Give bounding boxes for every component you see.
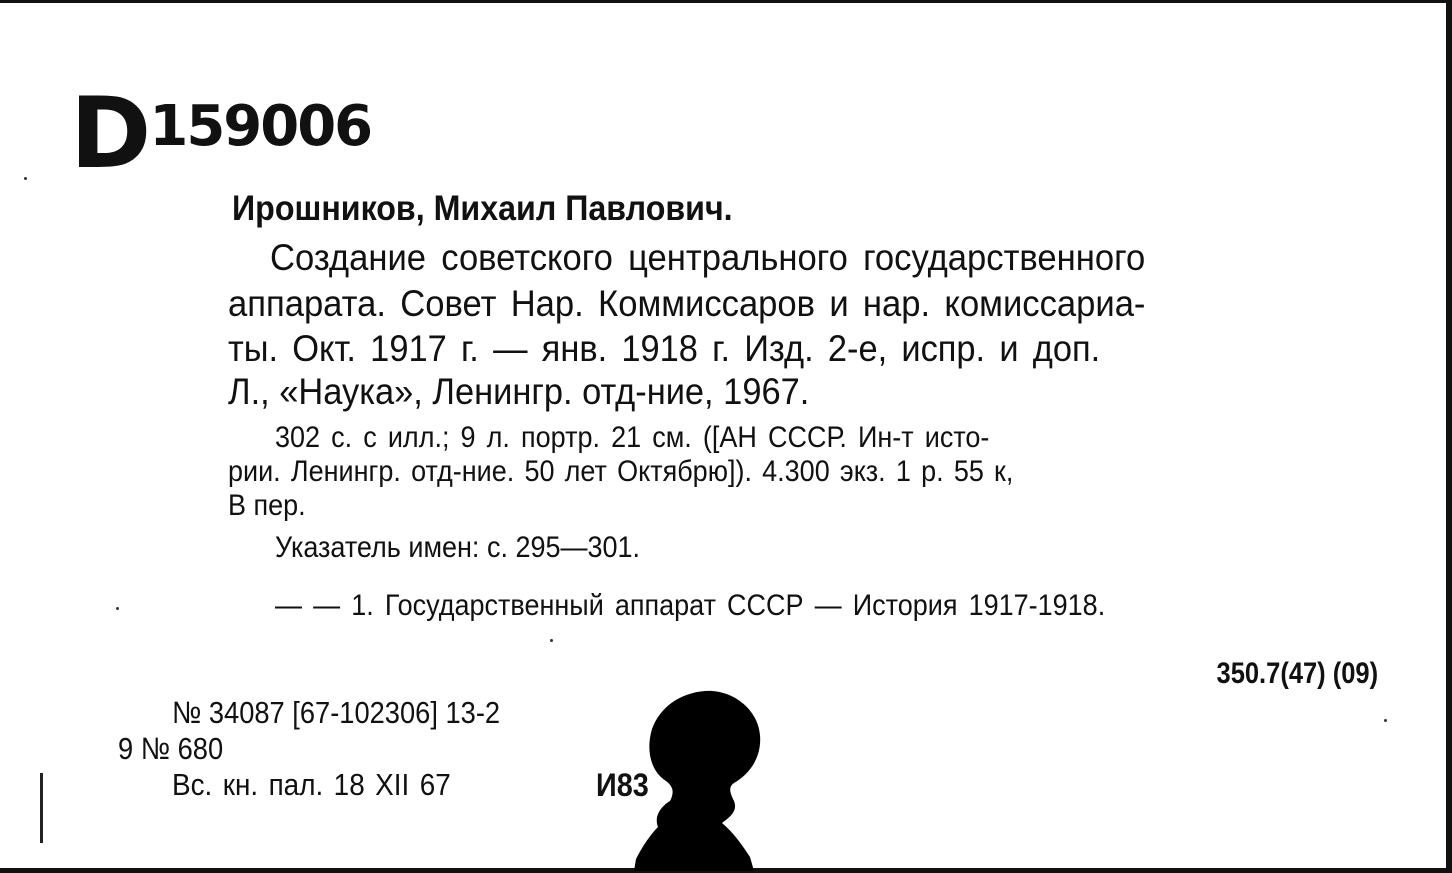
- author-heading: Ирошников, Михаил Павлович.: [232, 189, 733, 228]
- title-line-1: Создание советского центрального государственного: [270, 237, 1146, 278]
- punch-hole-blot: [630, 683, 780, 871]
- shelfmark-number: 159006: [149, 94, 372, 159]
- speck: [550, 639, 553, 642]
- shelfmark-letter: D: [70, 77, 150, 191]
- index-note: Указатель имен: с. 295—301.: [275, 531, 641, 564]
- speck: [24, 177, 27, 180]
- description-line-3: В пер.: [228, 489, 306, 522]
- shelfmark: [70, 77, 372, 191]
- title-line-3: ты. Окт. 1917 г. — янв. 1918 г. Изд. 2-е, испр. и доп.: [228, 328, 1101, 369]
- title-line-2: аппарата. Совет Нар. Коммиссаров и нар. комиссариа-: [228, 283, 1146, 324]
- description-line-1: 302 с. с илл.; 9 л. портр. 21 см. ([АН СССР. Ин-т исто-: [275, 421, 990, 454]
- classification-number: 350.7(47) (09): [1216, 657, 1378, 690]
- order-number: 9 № 680: [118, 731, 224, 766]
- subject-heading: — — 1. Государственный аппарат СССР — История 1917-1918.: [275, 589, 1106, 622]
- record-number: № 34087 [67-102306] 13-2: [172, 695, 501, 730]
- description-line-2: рии. Ленингр. отд-ние. 50 лет Октябрю]). 4.300 экз. 1 р. 55 к,: [228, 455, 1014, 488]
- chamber-date: Вс. кн. пал. 18 XII 67: [172, 767, 451, 802]
- cutter-mark: И83: [596, 767, 649, 803]
- edge-mark: [40, 773, 43, 843]
- speck: [1384, 719, 1387, 722]
- title-line-4: Л., «Наука», Ленингр. отд-ние, 1967.: [228, 371, 810, 412]
- speck: [116, 607, 119, 610]
